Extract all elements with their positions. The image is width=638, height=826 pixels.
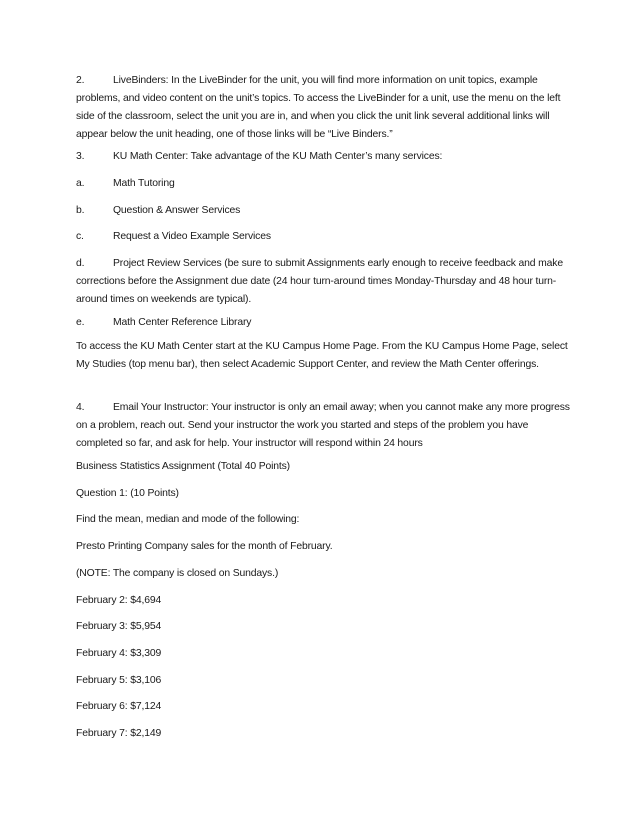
sales-line: February 3: $5,954 <box>76 621 162 632</box>
item-text: Request a Video Example Services <box>113 231 271 242</box>
item-email-instructor <box>76 399 570 453</box>
item-video-example <box>76 228 570 246</box>
item-text: Math Tutoring <box>113 178 175 189</box>
item-number: 2. <box>76 75 85 86</box>
note-text: (NOTE: The company is closed on Sundays.) <box>76 568 279 579</box>
item-math-tutoring <box>76 175 570 193</box>
item-number: 3. <box>76 151 85 162</box>
access-paragraph: To access the KU Math Center start at the KU Campus Home Page. From the KU Campus Home Page, select My Studies (top menu bar), then select Academic Support Center, and review the Math Center offerings. <box>76 341 568 370</box>
item-number: e. <box>76 317 85 328</box>
sales-line: February 2: $4,694 <box>76 595 162 606</box>
item-text: KU Math Center: Take advantage of the KU Math Center’s many services: <box>113 151 443 162</box>
item-project-review <box>76 255 570 309</box>
item-reference-library <box>76 314 570 332</box>
sales-line: February 7: $2,149 <box>76 728 162 739</box>
sales-line: February 4: $3,309 <box>76 648 162 659</box>
item-number: b. <box>76 205 85 216</box>
sales-line: February 6: $7,124 <box>76 701 162 712</box>
sales-line: February 5: $3,106 <box>76 675 162 686</box>
item-text: Email Your Instructor: Your instructor is only an email away; when you cannot make any more progress on a problem, reach out. Send your instructor the work you started and steps of the problem you have completed so far, and ask for help. Your instructor will respond within 24 hours <box>76 402 570 449</box>
question-title: Question 1: (10 Points) <box>76 488 179 499</box>
item-number: c. <box>76 231 84 242</box>
assignment-title: Business Statistics Assignment (Total 40 Points) <box>76 461 290 472</box>
item-number: 4. <box>76 402 85 413</box>
item-text: Question & Answer Services <box>113 205 241 216</box>
item-text: Math Center Reference Library <box>113 317 252 328</box>
item-question-answer <box>76 202 570 220</box>
item-number: d. <box>76 258 85 269</box>
item-number: a. <box>76 178 85 189</box>
item-text: LiveBinders: In the LiveBinder for the unit, you will find more information on unit topics, example problems, and video content on the unit’s topics. To access the LiveBinder for a unit, use the menu on the left side of the classroom, select the unit you are in, and when you click the unit link several additional links will appear below the unit heading, one of those links will be “Live Binders.” <box>76 75 561 140</box>
context-text: Presto Printing Company sales for the month of February. <box>76 541 333 552</box>
item-text: Project Review Services (be sure to submit Assignments early enough to receive feedback and make corrections before the Assignment due date (24 hour turn-around times Monday-Thursday and 48 hour turn-around times on weekends are typical). <box>76 258 563 305</box>
item-livebinders <box>76 72 570 144</box>
item-math-center <box>76 148 570 166</box>
instruction-text: Find the mean, median and mode of the following: <box>76 514 300 525</box>
